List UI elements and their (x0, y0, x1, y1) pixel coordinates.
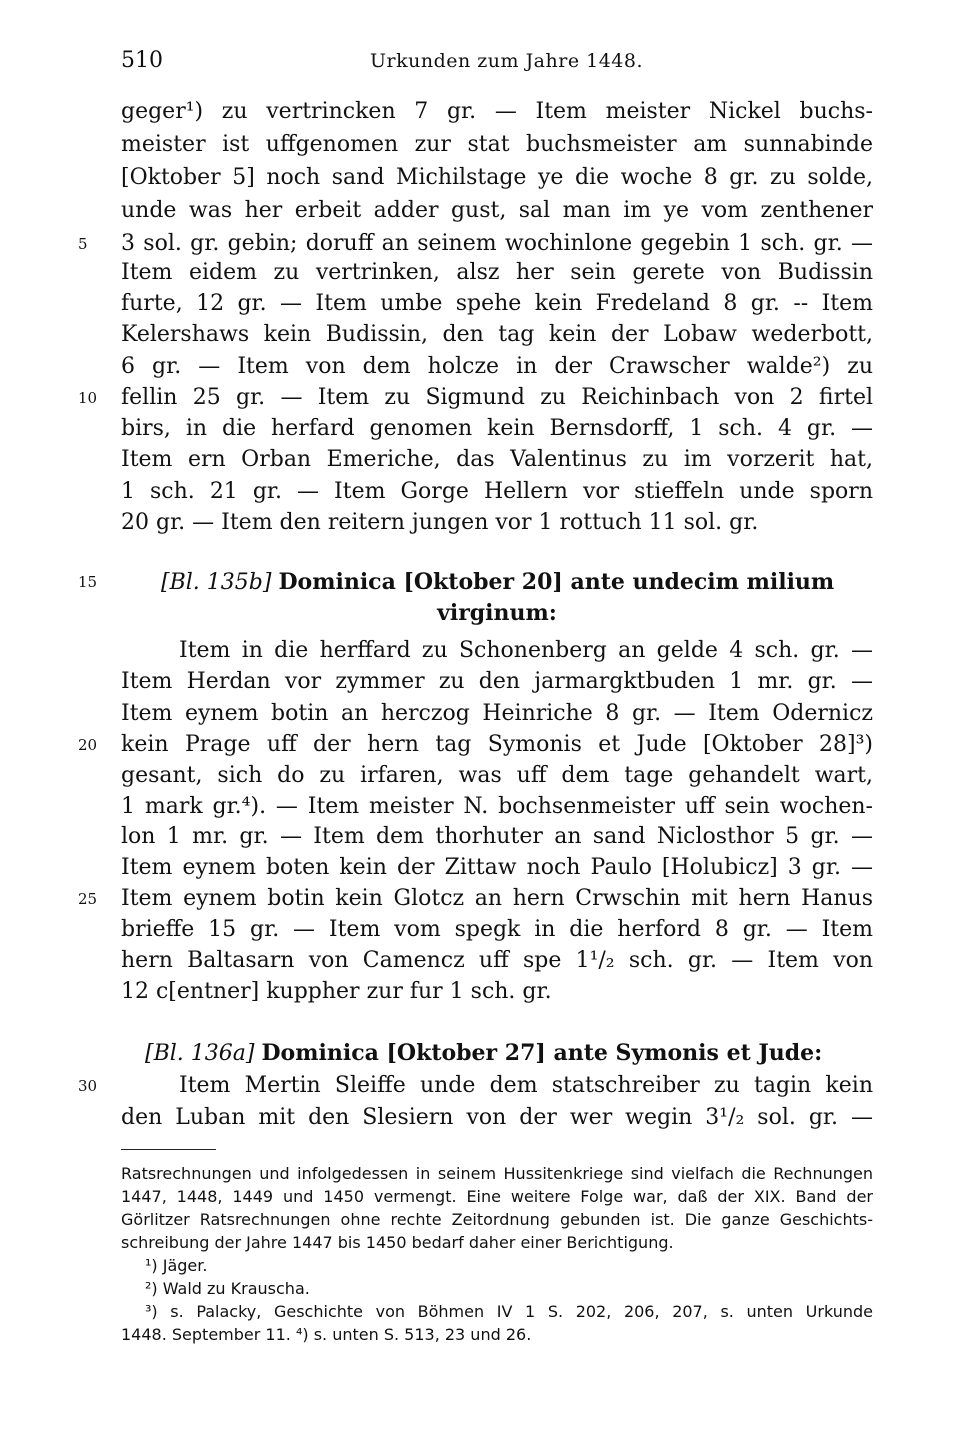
text-line: Item eynem botin kein Glotcz an hern Crwschin mit hern Hanus (121, 886, 873, 911)
text-line: [Oktober 5] noch sand Michilstage ye die woche 8 gr. zu solde, (121, 165, 873, 190)
text-line: Item eynem boten kein der Zittaw noch Paulo [Holubicz] 3 gr. — (121, 855, 873, 880)
footnote-line: 1447, 1448, 1449 und 1450 vermengt. Eine weitere Folge war, daß der XIX. Band der (121, 1187, 873, 1206)
line-number: 10 (78, 389, 98, 407)
text-line: 1 sch. 21 gr. — Item Gorge Hellern vor stieffeln unde sporn (121, 479, 873, 504)
folio-reference: [Bl. 135b] (161, 570, 272, 595)
text-line: furte, 12 gr. — Item umbe spehe kein Fredeland 8 gr. -- Item (121, 291, 873, 316)
footnote-rule (121, 1149, 216, 1150)
text-line: 1 mark gr.⁴). — Item meister N. bochsenmeister uff sein wochen- (121, 794, 873, 819)
heading-text: Dominica [Oktober 27] ante Symonis et Jude: (261, 1040, 823, 1066)
page-number: 510 (121, 48, 163, 73)
text-line: hern Baltasarn von Camencz uff spe 1¹/₂ sch. gr. — Item von (121, 948, 873, 973)
heading-continuation: virginum: (437, 600, 557, 626)
text-line: Item eynem botin an herczog Heinriche 8 gr. — Item Odernicz (121, 701, 873, 726)
text-line: fellin 25 gr. — Item zu Sigmund zu Reichinbach von 2 firtel (121, 385, 873, 410)
text-line: Kelershaws kein Budissin, den tag kein der Lobaw wederbott, (121, 322, 873, 347)
text-line: den Luban mit den Slesiern von der wer wegin 3¹/₂ sol. gr. — (121, 1105, 873, 1130)
folio-reference: [Bl. 136a] (145, 1041, 255, 1066)
text-line: 12 c[entner] kuppher zur fur 1 sch. gr. (121, 979, 552, 1004)
text-line: birs, in die herfard genomen kein Bernsdorff, 1 sch. 4 gr. — (121, 416, 873, 441)
footnote-line: schreibung der Jahre 1447 bis 1450 bedarf daher einer Berichtigung. (121, 1233, 674, 1252)
footnote-4: 1448. September 11. ⁴) s. unten S. 513, 23 und 26. (121, 1325, 532, 1344)
line-number: 30 (78, 1077, 98, 1095)
text-line: Item in die herffard zu Schonenberg an gelde 4 sch. gr. — (179, 638, 873, 663)
line-number: 15 (78, 573, 98, 591)
running-head (0, 48, 960, 78)
running-title: Urkunden zum Jahre 1448. (370, 50, 644, 72)
text-line: lon 1 mr. gr. — Item dem thorhuter an sand Niclosthor 5 gr. — (121, 824, 873, 849)
footnote-3: ³) s. Palacky, Geschichte von Böhmen IV 1 S. 202, 206, 207, s. unten Urkunde (145, 1302, 873, 1321)
text-line: 20 gr. — Item den reitern jungen vor 1 rottuch 11 sol. gr. (121, 510, 759, 535)
footnote-1: ¹) Jäger. (145, 1256, 208, 1275)
footnote-2: ²) Wald zu Krauscha. (145, 1279, 310, 1298)
text-line: Item Mertin Sleiffe unde dem statschreiber zu tagin kein (179, 1073, 873, 1098)
text-line: Item eidem zu vertrinken, alsz her sein gerete von Budissin (121, 260, 873, 285)
text-line: gesant, sich do zu irfaren, was uff dem tage gehandelt wart, (121, 763, 873, 788)
heading-text: Dominica [Oktober 20] ante undecim milium (278, 569, 835, 595)
line-number: 20 (78, 736, 98, 754)
text-line: meister ist uffgenomen zur stat buchsmeister am sunnabinde (121, 132, 873, 157)
text-line: geger¹) zu vertrincken 7 gr. — Item meister Nickel buchs- (121, 99, 873, 124)
text-line: Item ern Orban Emeriche, das Valentinus zu im vorzerit hat, (121, 447, 873, 472)
line-number: 5 (78, 235, 88, 253)
section-heading (121, 1038, 873, 1069)
text-line: unde was her erbeit adder gust, sal man im ye vom zenthener (121, 198, 873, 223)
text-line: kein Prage uff der hern tag Symonis et Jude [Oktober 28]³) (121, 732, 873, 757)
text-line: Item Herdan vor zymmer zu den jarmargktbuden 1 mr. gr. — (121, 669, 873, 694)
text-line: brieffe 15 gr. — Item vom spegk in die herford 8 gr. — Item (121, 917, 873, 942)
line-number: 25 (78, 890, 98, 908)
text-line: 3 sol. gr. gebin; doruff an seinem wochinlone gegebin 1 sch. gr. — (121, 231, 873, 256)
footnote-line: Ratsrechnungen und infolgedessen in seinem Hussitenkriege sind vielfach die Rechnungen (121, 1164, 873, 1183)
footnote-line: Görlitzer Ratsrechnungen ohne rechte Zeitordnung gebunden ist. Die ganze Geschichts- (121, 1210, 873, 1229)
section-heading (121, 567, 873, 598)
text-line: 6 gr. — Item von dem holcze in der Crawscher walde²) zu (121, 354, 873, 379)
